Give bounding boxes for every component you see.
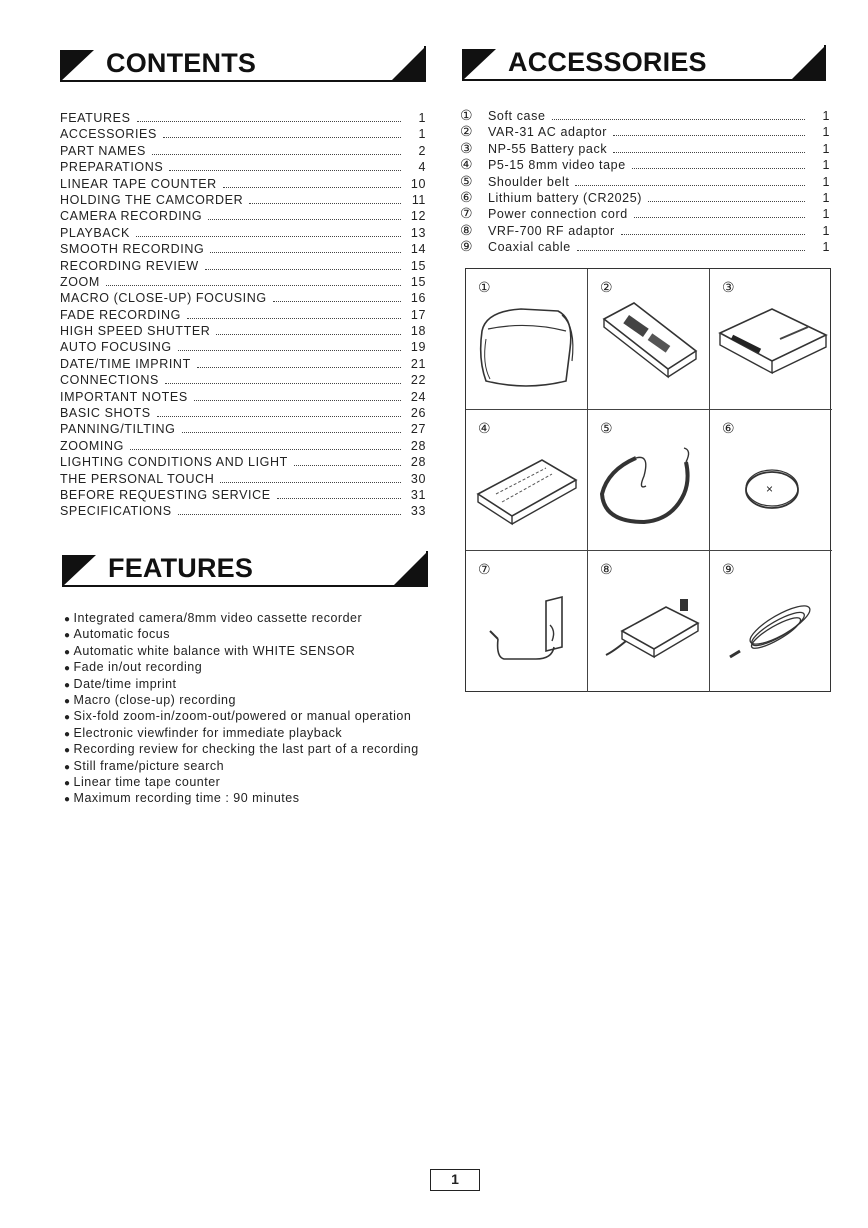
accessory-quantity: 1 [822, 141, 830, 156]
grid-label: ③ [722, 279, 735, 295]
dot-leader [613, 135, 805, 136]
contents-entry-title: PLAYBACK [60, 225, 130, 240]
contents-entry-page: 2 [418, 143, 426, 158]
contents-entry-title: PART NAMES [60, 143, 146, 158]
dot-leader [634, 217, 805, 218]
dot-leader [165, 383, 401, 384]
feature-item: ● Still frame/picture search [64, 758, 419, 774]
accessory-number: ⑨ [460, 238, 474, 255]
page-number: 1 [430, 1169, 480, 1191]
accessory-row [460, 173, 830, 189]
accessory-quantity: 1 [822, 174, 830, 189]
features-heading: FEATURES [108, 553, 254, 583]
contents-entry-page: 19 [410, 340, 426, 355]
dot-leader [197, 367, 401, 368]
lithium-battery-illustration [710, 410, 832, 551]
contents-list [60, 110, 426, 520]
dot-leader [277, 498, 401, 499]
contents-entry-title: LIGHTING CONDITIONS AND LIGHT [60, 455, 288, 470]
accessories-heading: ACCESSORIES [508, 47, 707, 77]
contents-entry-title: FADE RECORDING [60, 307, 181, 322]
grid-cell-shoulder-belt [588, 410, 710, 551]
contents-entry-title: CONNECTIONS [60, 373, 159, 388]
dot-leader [182, 432, 402, 433]
power-cord-illustration [466, 551, 588, 692]
contents-entry-title: MACRO (CLOSE-UP) FOCUSING [60, 291, 267, 306]
dot-leader [648, 201, 805, 202]
accessory-name: P5-15 8mm video tape [488, 158, 626, 173]
accessory-quantity: 1 [822, 223, 830, 238]
contents-row [60, 290, 426, 306]
contents-entry-title: CAMERA RECORDING [60, 209, 203, 224]
contents-entry-title: HOLDING THE CAMCORDER [60, 192, 244, 207]
accessory-number: ② [460, 123, 474, 140]
accessory-quantity: 1 [822, 240, 830, 255]
features-list [64, 610, 419, 807]
contents-row [60, 143, 426, 159]
svg-text:×: × [766, 482, 774, 496]
dot-leader [169, 170, 401, 171]
dot-leader [136, 236, 401, 237]
contents-entry-title: HIGH SPEED SHUTTER [60, 324, 211, 339]
accessory-name: Coaxial cable [488, 240, 571, 255]
accessory-row [460, 189, 830, 205]
accessories-banner [462, 45, 826, 81]
grid-cell-battery-pack [710, 269, 832, 410]
contents-entry-page: 12 [410, 209, 426, 224]
dot-leader [220, 482, 401, 483]
grid-cell-lithium-battery [710, 410, 832, 551]
contents-entry-title: DATE/TIME IMPRINT [60, 356, 191, 371]
dot-leader [621, 234, 805, 235]
grid-cell-soft-case [466, 269, 588, 410]
contents-entry-page: 28 [410, 455, 426, 470]
contents-entry-page: 11 [411, 192, 426, 207]
rf-adaptor-illustration [588, 551, 710, 692]
accessory-row [460, 238, 830, 254]
grid-label: ⑥ [722, 420, 735, 436]
contents-entry-page: 17 [410, 307, 426, 322]
dot-leader [130, 449, 401, 450]
dot-leader [210, 252, 401, 253]
ac-adaptor-illustration [588, 269, 710, 410]
dot-leader [273, 301, 401, 302]
contents-entry-page: 4 [418, 160, 426, 175]
contents-entry-page: 27 [410, 422, 426, 437]
contents-entry-title: BASIC SHOTS [60, 406, 151, 421]
accessory-row [460, 205, 830, 221]
contents-entry-page: 22 [410, 373, 426, 388]
contents-row [60, 241, 426, 257]
dot-leader [205, 269, 401, 270]
contents-entry-title: ZOOMING [60, 438, 124, 453]
contents-row [60, 356, 426, 372]
dot-leader [613, 152, 805, 153]
contents-row [60, 208, 426, 224]
dot-leader [208, 219, 401, 220]
contents-entry-title: AUTO FOCUSING [60, 340, 172, 355]
contents-row [60, 126, 426, 142]
contents-entry-page: 16 [410, 291, 426, 306]
feature-item: ● Macro (close-up) recording [64, 692, 419, 708]
accessories-list [460, 107, 830, 255]
contents-entry-title: THE PERSONAL TOUCH [60, 471, 215, 486]
contents-entry-page: 26 [410, 406, 426, 421]
contents-row [60, 258, 426, 274]
contents-row [60, 471, 426, 487]
feature-item: ● Automatic focus [64, 626, 419, 642]
contents-row [60, 192, 426, 208]
contents-heading: CONTENTS [106, 48, 257, 78]
contents-row [60, 438, 426, 454]
dot-leader [552, 119, 805, 120]
dot-leader [249, 203, 401, 204]
contents-row [60, 454, 426, 470]
dot-leader [163, 137, 401, 138]
accessory-number: ⑧ [460, 221, 474, 238]
contents-entry-page: 30 [410, 471, 426, 486]
feature-item: ● Recording review for checking the last part of a recording [64, 741, 419, 757]
accessory-number: ⑤ [460, 172, 474, 189]
contents-entry-page: 28 [410, 438, 426, 453]
accessory-row [460, 140, 830, 156]
contents-row [60, 323, 426, 339]
grid-cell-rf-adaptor [588, 551, 710, 692]
feature-item: ● Date/time imprint [64, 676, 419, 692]
contents-entry-page: 1 [418, 111, 426, 125]
accessory-quantity: 1 [822, 190, 830, 205]
accessory-row [460, 156, 830, 172]
contents-entry-page: 10 [410, 176, 426, 191]
contents-row [60, 421, 426, 437]
contents-entry-title: BEFORE REQUESTING SERVICE [60, 487, 271, 502]
contents-row [60, 405, 426, 421]
grid-cell-video-tape [466, 410, 588, 551]
accessory-number: ④ [460, 156, 474, 173]
feature-item: ● Fade in/out recording [64, 659, 419, 675]
dot-leader [223, 187, 401, 188]
contents-entry-page: 15 [410, 258, 426, 273]
contents-row [60, 110, 426, 126]
grid-cell-ac-adaptor [588, 269, 710, 410]
dot-leader [216, 334, 401, 335]
battery-pack-illustration [710, 269, 832, 410]
grid-cell-power-cord [466, 551, 588, 692]
contents-entry-page: 13 [410, 225, 426, 240]
grid-label: ⑦ [478, 561, 491, 577]
accessory-row [460, 222, 830, 238]
contents-row [60, 389, 426, 405]
accessory-number: ① [460, 107, 474, 123]
contents-entry-title: IMPORTANT NOTES [60, 389, 188, 404]
dot-leader [152, 154, 401, 155]
dot-leader [137, 121, 401, 122]
contents-entry-page: 15 [410, 274, 426, 289]
accessory-name: Power connection cord [488, 207, 628, 222]
accessory-quantity: 1 [822, 109, 830, 123]
dot-leader [577, 250, 805, 251]
contents-entry-title: PANNING/TILTING [60, 422, 176, 437]
contents-entry-title: PREPARATIONS [60, 160, 164, 175]
dot-leader [157, 416, 401, 417]
contents-entry-title: SMOOTH RECORDING [60, 242, 205, 257]
contents-entry-title: RECORDING REVIEW [60, 258, 199, 273]
contents-entry-title: SPECIFICATIONS [60, 504, 172, 519]
accessory-name: Soft case [488, 109, 546, 123]
contents-row [60, 487, 426, 503]
accessory-quantity: 1 [822, 158, 830, 173]
contents-entry-title: ZOOM [60, 274, 100, 289]
accessory-name: VAR-31 AC adaptor [488, 125, 608, 140]
dot-leader [178, 350, 401, 351]
feature-item: ● Integrated camera/8mm video cassette recorder [64, 610, 419, 626]
contents-row [60, 503, 426, 519]
feature-item: ● Maximum recording time : 90 minutes [64, 790, 419, 806]
feature-item: ● Automatic white balance with WHITE SENSOR [64, 643, 419, 659]
accessory-row [460, 107, 830, 123]
accessory-name: NP-55 Battery pack [488, 141, 608, 156]
accessory-number: ⑥ [460, 188, 474, 205]
feature-item: ● Linear time tape counter [64, 774, 419, 790]
contents-row [60, 339, 426, 355]
dot-leader [187, 318, 401, 319]
grid-label: ⑨ [722, 561, 735, 577]
contents-entry-page: 1 [418, 127, 426, 142]
dot-leader [178, 514, 401, 515]
grid-cell-coaxial-cable [710, 551, 832, 692]
accessory-number: ③ [460, 139, 474, 156]
contents-entry-page: 18 [410, 324, 426, 339]
accessory-name: VRF-700 RF adaptor [488, 223, 615, 238]
contents-entry-page: 21 [410, 356, 426, 371]
video-tape-illustration [466, 410, 588, 551]
dot-leader [575, 185, 805, 186]
contents-row [60, 274, 426, 290]
contents-banner [60, 46, 426, 82]
dot-leader [294, 465, 401, 466]
grid-label: ⑧ [600, 561, 613, 577]
contents-entry-title: FEATURES [60, 111, 131, 125]
feature-item: ● Electronic viewfinder for immediate playback [64, 725, 419, 741]
contents-row [60, 307, 426, 323]
dot-leader [632, 168, 805, 169]
contents-entry-page: 14 [410, 242, 426, 257]
contents-row [60, 225, 426, 241]
accessory-number: ⑦ [460, 205, 474, 222]
dot-leader [106, 285, 401, 286]
grid-label: ④ [478, 420, 491, 436]
contents-entry-page: 24 [410, 389, 426, 404]
contents-entry-page: 31 [410, 487, 426, 502]
contents-entry-page: 33 [410, 504, 426, 519]
feature-item: ● Six-fold zoom-in/zoom-out/powered or manual operation [64, 708, 419, 724]
accessories-illustration-grid [465, 268, 831, 692]
grid-label: ① [478, 279, 491, 295]
contents-row [60, 159, 426, 175]
grid-label: ⑤ [600, 420, 613, 436]
contents-row [60, 176, 426, 192]
accessory-quantity: 1 [822, 207, 830, 222]
grid-label: ② [600, 279, 613, 295]
accessory-quantity: 1 [822, 125, 830, 140]
accessory-name: Lithium battery (CR2025) [488, 190, 643, 205]
features-banner [62, 551, 428, 587]
soft-case-illustration [466, 269, 588, 410]
accessory-name: Shoulder belt [488, 174, 570, 189]
accessory-row [460, 123, 830, 139]
shoulder-belt-illustration [588, 410, 710, 551]
dot-leader [194, 400, 401, 401]
contents-entry-title: LINEAR TAPE COUNTER [60, 176, 217, 191]
coaxial-cable-illustration [710, 551, 832, 692]
contents-entry-title: ACCESSORIES [60, 127, 157, 142]
contents-row [60, 372, 426, 388]
